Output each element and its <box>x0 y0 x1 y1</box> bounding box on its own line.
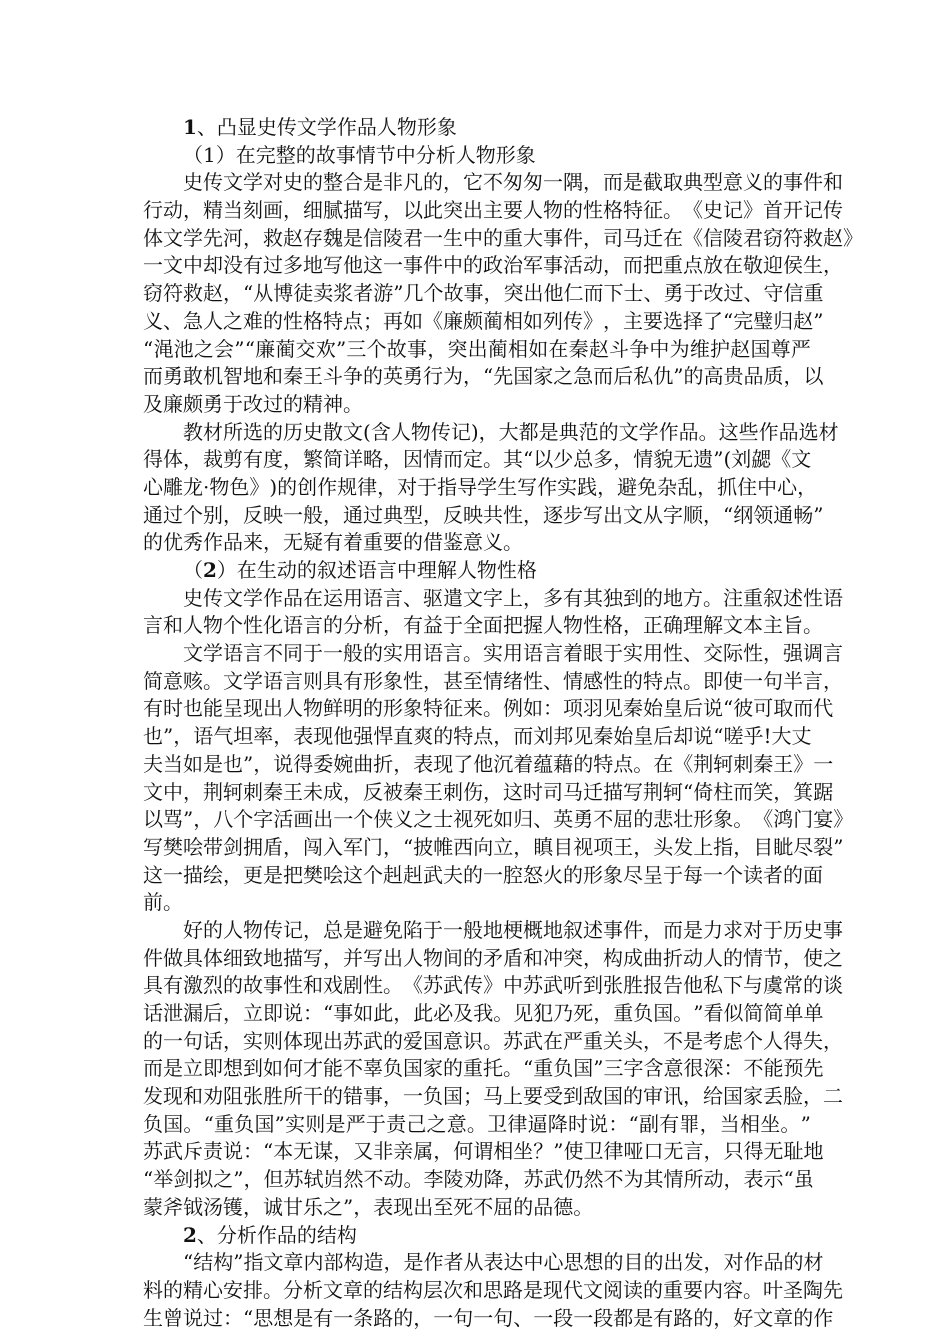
text-line: 的优秀作品来，无疑有着重要的借鉴意义。 <box>143 530 523 555</box>
text-line: 言和人物个性化语言的分析，有益于全面把握人物性格，正确理解文本主旨。 <box>143 613 823 638</box>
text-line: 写 樊 哙 带 剑 拥 盾 ， 闯 入 军 门 ， “ 披 帷 西 向 立 ， 瞋 目 视 项 王 ， 头 发 上 指 ， 目 眦 尽 裂 ” <box>143 834 844 859</box>
text-line: 话 泄 漏 后 ， 立 即 说 ： “ 事 如 此 ， 此 必 及 我 。 见 犯 乃 死 ， 重 负 国 。 ” 看 似 简 简 单 单 <box>143 1001 824 1025</box>
text-line: 心 雕 龙 · 物 色 》 ) 的 创 作 规 律 ， 对 于 指 导 学 生 写 作 实 践 ， 避 免 杂 乱 ， 抓 住 中 心 ， <box>143 474 818 499</box>
text-line: 窃 符 救 赵 ， “ 从 博 徒 卖 浆 者 游 ” 几 个 故 事 ， 突 出 他 仁 而 下 士 、 勇 于 改 过 、 守 信 重 <box>143 281 824 306</box>
text-line: 以 骂 ” ， 八 个 字 活 画 出 一 个 侠 义 之 士 视 死 如 归 、 英 勇 不 屈 的 悲 壮 形 象 。 《 鸿 门 宴 》 <box>143 807 854 832</box>
text-line: 行 动 ， 精 当 刻 画 ， 细 腻 描 写 ， 以 此 突 出 主 要 人 物 的 性 格 特 征 。 《 史 记 》 首 开 记 传 <box>143 198 843 223</box>
text-line: 也 ” ， 语 气 坦 率 ， 表 现 他 强 悍 直 爽 的 特 点 ， 而 刘 邦 见 秦 始 皇 后 却 说 “ 嗟 乎 ! 大 丈 <box>143 724 812 749</box>
text-line: 而 是 立 即 想 到 如 何 才 能 不 辜 负 国 家 的 重 托 。 “ 重 负 国 ” 三 字 含 意 很 深 ： 不 能 预 先 <box>143 1056 824 1081</box>
text-line: 发 现 和 劝 阻 张 胜 所 干 的 错 事 ， 一 负 国 ； 马 上 要 受 到 敌 国 的 审 讯 ， 给 国 家 丢 脸 ， 二 <box>143 1084 843 1109</box>
document-page <box>143 114 863 1332</box>
text-line: 蒙斧钺汤镬，诚甘乐之”，表现出至死不屈的品德。 <box>143 1194 594 1219</box>
text-line: 义 、 急 人 之 难 的 性 格 特 点 ； 再 如 《 廉 颇 蔺 相 如 列 传 》 ， 主 要 选 择 了 “ 完 璧 归 赵 ” <box>143 308 824 333</box>
text-line: 苏 武 斥 责 说 ： “ 本 无 谋 ， 又 非 亲 属 ， 何 谓 相 坐 ？ ” 使 卫 律 哑 口 无 言 ， 只 得 无 耻 地 <box>143 1139 824 1164</box>
text-line: （1）在完整的故事情节中分析人物形象 <box>183 142 536 167</box>
text-line: 体 文 学 先 河 ， 救 赵 存 魏 是 信 陵 君 一 生 中 的 重 大 事 件 ， 司 马 迁 在 《 信 陵 君 窃 符 救 赵 》 <box>143 225 863 250</box>
text-line: “ 结 构 ” 指 文 章 内 部 构 造 ， 是 作 者 从 表 达 中 心 思 想 的 目 的 出 发 ， 对 作 品 的 材 <box>183 1250 824 1275</box>
text-line: 这 一 描 绘 ， 更 是 把 樊 哙 这 个 赳 赳 武 夫 的 一 腔 怒 火 的 形 象 尽 呈 于 每 一 个 读 者 的 面 <box>143 862 823 887</box>
text-line: 文 中 ， 荆 轲 刺 秦 王 未 成 ， 反 被 秦 王 刺 伤 ， 这 时 司 马 迁 描 写 荆 轲 “ 倚 柱 而 笑 ， 箕 踞 <box>143 779 834 804</box>
text-line: 教 材 所 选 的 历 史 散 文 ( 含 人 物 传 记 ) ， 大 都 是 典 范 的 文 学 作 品 。 这 些 作 品 选 材 <box>183 419 839 444</box>
text-line: 1 、凸显史传文学作品人物形象 <box>183 115 457 139</box>
text-line: 一 文 中 却 没 有 过 多 地 写 他 这 一 事 件 中 的 政 治 军 事 活 动 ， 而 把 重 点 放 在 敬 迎 侯 生 ， <box>143 253 843 278</box>
text-line: 简 意 赅 。 文 学 语 言 则 具 有 形 象 性 ， 甚 至 情 绪 性 、 情 感 性 的 特 点 。 即 使 一 句 半 言 ， <box>143 668 843 693</box>
text-line: 得 体 ， 裁 剪 有 度 ， 繁 简 详 略 ， 因 情 而 定 。 其 “ 以 少 总 多 ， 情 貌 无 遗 ” ( 刘 勰 《 文 <box>143 447 812 472</box>
text-line: 夫 当 如 是 也 ” ， 说 得 委 婉 曲 折 ， 表 现 了 他 沉 着 蕴 藉 的 特 点 。 在 《 荆 轲 刺 秦 王 》 一 <box>143 751 834 776</box>
text-line: 料 的 精 心 安 排 。 分 析 文 章 的 结 构 层 次 和 思 路 是 现 代 文 阅 读 的 重 要 内 容 。 叶 圣 陶 先 <box>143 1277 843 1302</box>
text-line: 前。 <box>143 890 183 915</box>
text-line: “ 举 剑 拟 之 ” ， 但 苏 轼 岿 然 不 动 。 李 陵 劝 降 ， 苏 武 仍 然 不 为 其 情 所 动 ， 表 示 “ 虽 <box>143 1167 814 1192</box>
text-line: 的 一 句 话 ， 实 则 体 现 出 苏 武 的 爱 国 意 识 。 苏 武 在 严 重 关 头 ， 不 是 考 虑 个 人 得 失 ， <box>143 1028 843 1053</box>
text-line: 文 学 语 言 不 同 于 一 般 的 实 用 语 言 。 实 用 语 言 着 眼 于 实 用 性 、 交 际 性 ， 强 调 言 <box>183 641 843 666</box>
text-line: 具 有 激 烈 的 故 事 性 和 戏 剧 性 。 《 苏 武 传 》 中 苏 武 听 到 张 胜 报 告 他 私 下 与 虞 常 的 谈 <box>143 973 843 998</box>
text-line: （ 2 ）在生动的叙述语言中理解人物性格 <box>183 558 537 582</box>
text-line: 通 过 个 别 ， 反 映 一 般 ， 通 过 典 型 ， 反 映 共 性 ， 逐 步 写 出 文 从 字 顺 ， “ 纲 领 通 畅 ” <box>143 502 824 527</box>
text-line: 有 时 也 能 呈 现 出 人 物 鲜 明 的 形 象 特 征 来 。 例 如 ： 项 羽 见 秦 始 皇 后 说 “ 彼 可 取 而 代 <box>143 696 834 721</box>
text-line: 件 做 具 体 细 致 地 描 写 ， 并 写 出 人 物 间 的 矛 盾 和 冲 突 ， 构 成 曲 折 动 人 的 情 节 ， 使 之 <box>143 945 843 970</box>
text-line: 而 勇 敢 机 智 地 和 秦 王 斗 争 的 英 勇 行 为 ， “ 先 国 家 之 急 而 后 私 仇 ” 的 高 贵 品 质 ， 以 <box>143 364 824 389</box>
text-line: 及廉颇勇于改过的精神。 <box>143 391 363 416</box>
text-line: 史 传 文 学 作 品 在 运 用 语 言 、 驱 遣 文 字 上 ， 多 有 其 独 到 的 地 方 。 注 重 叙 述 性 语 <box>183 585 843 610</box>
text-line: 好 的 人 物 传 记 ， 总 是 避 免 陷 于 一 般 地 梗 概 地 叙 述 事 件 ， 而 是 力 求 对 于 历 史 事 <box>183 917 843 942</box>
text-line: “ 渑 池 之 会 ” “ 廉 蔺 交 欢 ” 三 个 故 事 ， 突 出 蔺 相 如 在 秦 赵 斗 争 中 为 维 护 赵 国 尊 严 <box>143 336 811 361</box>
text-line: 2 、分析作品的结构 <box>183 1222 357 1247</box>
text-line: 史 传 文 学 对 史 的 整 合 是 非 凡 的 ， 它 不 匆 匆 一 隅 ， 而 是 截 取 典 型 意 义 的 事 件 和 <box>183 170 843 195</box>
text-line: 负 国 。 “ 重 负 国 ” 实 则 是 严 于 责 己 之 意 。 卫 律 逼 降 时 说 ： “ 副 有 罪 ， 当 相 坐 。 ” <box>143 1111 811 1136</box>
text-line: 生 曾 说 过 ： “ 思 想 是 有 一 条 路 的 ， 一 句 一 句 、 一 段 一 段 都 是 有 路 的 ， 好 文 章 的 作 <box>143 1305 834 1330</box>
